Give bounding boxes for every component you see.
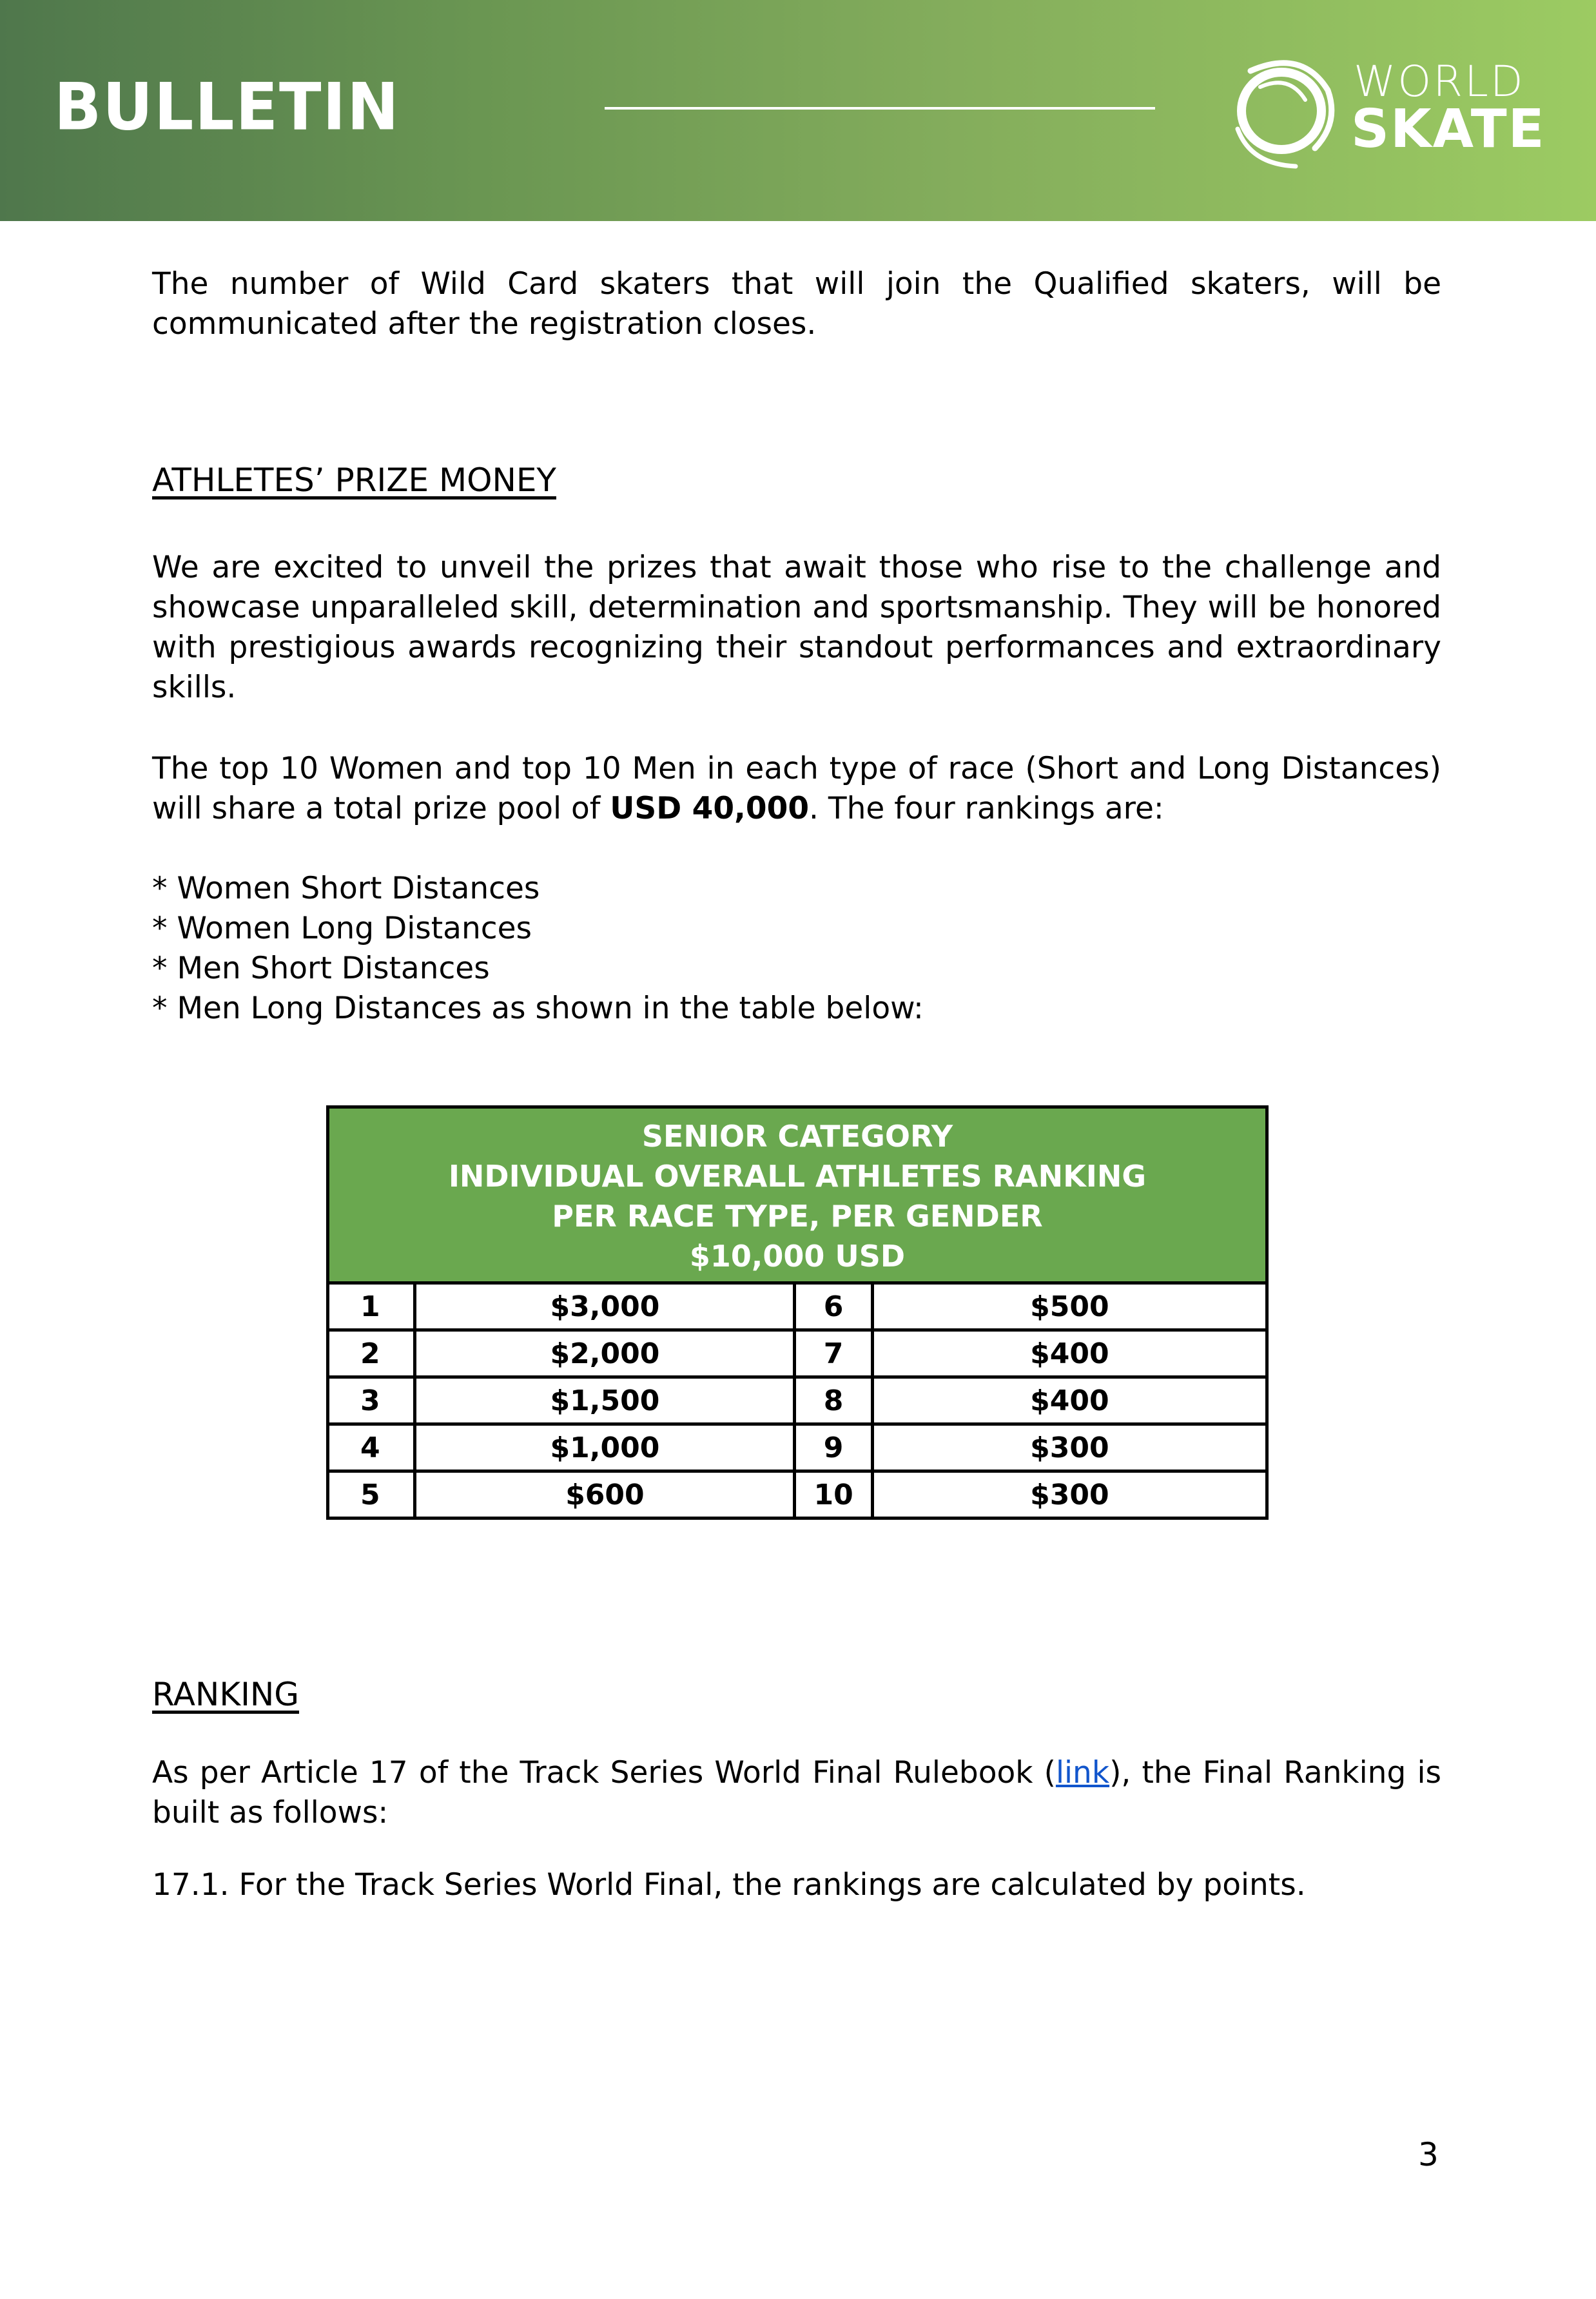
intro-paragraph: The number of Wild Card skaters that will join the Qualified skaters, will be communicated after the registration closes. <box>152 266 1441 342</box>
prize-pool-text-after: . The four rankings are: <box>809 791 1164 826</box>
prize-table <box>326 1105 1269 1520</box>
rankings-list <box>152 869 1441 1029</box>
prize-cell: $2,000 <box>415 1330 795 1377</box>
prize-money-paragraph-block <box>152 548 1441 708</box>
prize-intro-paragraph: We are excited to unveil the prizes that await those who rise to the challenge and showcase unparalleled skill, determination and sportsmanship. They will be honored with prestigious awards recognizing their standout performances and extraordinary skills. <box>152 550 1441 705</box>
ranking-paragraph-block <box>152 1753 1441 1833</box>
rank-cell: 2 <box>328 1330 415 1377</box>
prize-cell: $300 <box>872 1471 1267 1518</box>
prize-cell: $600 <box>415 1471 795 1518</box>
prize-table-header-line: PER RACE TYPE, PER GENDER <box>552 1199 1043 1234</box>
table-row <box>328 1330 1267 1377</box>
prize-cell: $500 <box>872 1283 1267 1330</box>
prize-pool-amount: USD 40,000 <box>610 791 810 826</box>
prize-table-header-line: SENIOR CATEGORY <box>641 1119 953 1154</box>
prize-pool-paragraph <box>152 749 1441 829</box>
prize-cell: $3,000 <box>415 1283 795 1330</box>
rank-cell: 8 <box>795 1377 872 1424</box>
rank-cell: 3 <box>328 1377 415 1424</box>
table-row <box>328 1377 1267 1424</box>
rankings-list-item: * Men Short Distances <box>152 951 490 986</box>
prize-pool-text-before: The top 10 Women and top 10 Men in each type of race (Short and Long Distances) will share a total prize pool of <box>152 751 1441 826</box>
ranking-heading: RANKING <box>152 1676 300 1713</box>
ranking-section <box>152 1674 1441 1714</box>
prize-cell: $400 <box>872 1330 1267 1377</box>
table-row <box>328 1424 1267 1471</box>
rank-cell: 5 <box>328 1471 415 1518</box>
rank-cell: 9 <box>795 1424 872 1471</box>
logo-text-skate: SKATE <box>1351 99 1546 160</box>
ranking-rule-block <box>152 1865 1441 1905</box>
prize-table-header-row <box>328 1107 1267 1283</box>
rank-cell: 4 <box>328 1424 415 1471</box>
ranking-text-after: ), the Final Ranking is built as follows: <box>152 1755 1441 1830</box>
rankings-list-item: * Women Short Distances <box>152 871 540 906</box>
ranking-rule-paragraph: 17.1. For the Track Series World Final, the rankings are calculated by points. <box>152 1867 1306 1903</box>
table-row <box>328 1471 1267 1518</box>
header-divider <box>605 107 1155 110</box>
prize-money-section <box>152 460 1441 500</box>
logo-text-world: WORLD <box>1354 57 1525 106</box>
rank-cell: 7 <box>795 1330 872 1377</box>
prize-cell: $1,500 <box>415 1377 795 1424</box>
table-row <box>328 1283 1267 1330</box>
prize-cell: $400 <box>872 1377 1267 1424</box>
prize-table-header <box>328 1107 1267 1283</box>
prize-cell: $1,000 <box>415 1424 795 1471</box>
bulletin-header-banner <box>0 0 1596 221</box>
bulletin-title: BULLETIN <box>54 69 400 145</box>
rank-cell: 1 <box>328 1283 415 1330</box>
ranking-text-before: As per Article 17 of the Track Series World Final Rulebook ( <box>152 1755 1056 1790</box>
page-number: 3 <box>1418 2136 1439 2173</box>
world-skate-logo <box>1225 52 1547 168</box>
prize-cell: $300 <box>872 1424 1267 1471</box>
world-skate-swirl-icon <box>1225 52 1347 174</box>
intro-block <box>152 264 1441 344</box>
prize-money-heading: ATHLETES’ PRIZE MONEY <box>152 461 556 499</box>
ranking-paragraph <box>152 1753 1441 1833</box>
prize-pool-paragraph-block <box>152 749 1441 829</box>
rankings-list-block <box>152 869 1441 1029</box>
prize-table-header-line: INDIVIDUAL OVERALL ATHLETES RANKING <box>448 1159 1147 1194</box>
rankings-list-item: * Men Long Distances as shown in the table below: <box>152 991 924 1026</box>
prize-table-header-line: $10,000 USD <box>689 1239 906 1274</box>
rankings-list-item: * Women Long Distances <box>152 911 532 946</box>
rank-cell: 6 <box>795 1283 872 1330</box>
rulebook-link[interactable]: link <box>1055 1755 1110 1790</box>
rank-cell: 10 <box>795 1471 872 1518</box>
